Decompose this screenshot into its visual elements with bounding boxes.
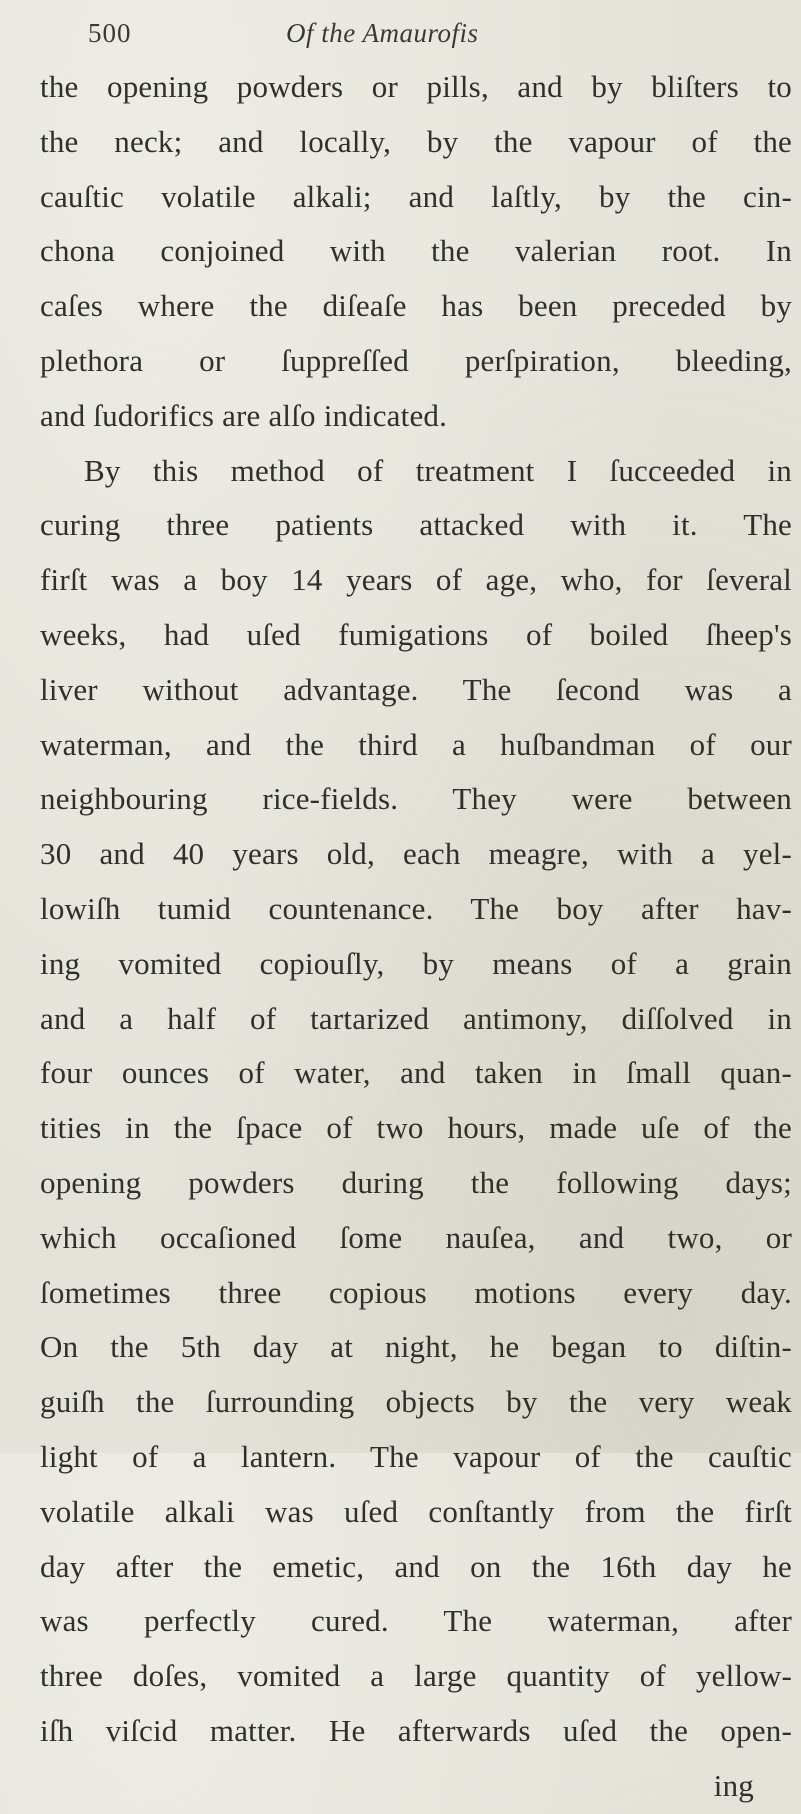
text-line: day after the emetic, and on the 16th day he	[40, 1548, 792, 1584]
text-line: lowiſh tumid countenance. The boy after hav-	[40, 890, 792, 926]
text-line: and a half of tartarized antimony, diſſolved in	[40, 1000, 792, 1036]
text-line: ing vomited copiouſly, by means of a grain	[40, 945, 792, 981]
text-line: ſometimes three copious motions every day.	[40, 1274, 792, 1310]
text-line: the neck; and locally, by the vapour of the	[40, 123, 792, 159]
body-text	[40, 60, 792, 1814]
text-line: and ſudorifics are alſo indicated.	[40, 397, 448, 433]
text-line: iſh viſcid matter. He afterwards uſed the open-	[40, 1712, 792, 1748]
text-line: cauſtic volatile alkali; and laſtly, by the cin-	[40, 178, 792, 214]
text-line: tities in the ſpace of two hours, made uſe of the	[40, 1110, 792, 1146]
text-line: four ounces of water, and taken in ſmall quan-	[40, 1055, 792, 1091]
text-line: liver without advantage. The ſecond was a	[40, 671, 792, 707]
text-line: plethora or ſuppreſſed perſpiration, bleeding,	[40, 342, 792, 378]
text-line: neighbouring rice-fields. They were between	[40, 781, 792, 817]
text-line: which occaſioned ſome nauſea, and two, or	[40, 1219, 792, 1255]
text-line: was perfectly cured. The waterman, after	[40, 1603, 792, 1639]
text-line: weeks, had uſed fumigations of boiled ſheep's	[40, 616, 792, 652]
text-line: chona conjoined with the valerian root. In	[40, 233, 792, 269]
catchword: ing	[713, 1767, 754, 1803]
text-line: waterman, and the third a huſbandman of our	[40, 726, 792, 762]
text-line: opening powders during the following days;	[40, 1164, 792, 1200]
running-title: Of the Amaurofis	[286, 18, 479, 48]
text-line: guiſh the ſurrounding objects by the very weak	[40, 1384, 792, 1420]
text-line: volatile alkali was uſed conſtantly from the firſt	[40, 1493, 792, 1529]
text-line: curing three patients attacked with it. The	[40, 507, 792, 543]
text-line: firſt was a boy 14 years of age, who, for ſeveral	[40, 562, 792, 598]
text-line: three doſes, vomited a large quantity of yellow-	[40, 1658, 792, 1694]
text-line: caſes where the diſeaſe has been preceded by	[40, 288, 792, 324]
page-number: 500	[88, 18, 132, 48]
text-line: 30 and 40 years old, each meagre, with a yel-	[40, 836, 792, 872]
running-head	[88, 14, 761, 54]
text-line: light of a lantern. The vapour of the cauſtic	[40, 1438, 792, 1474]
text-line: On the 5th day at night, he began to diſtin-	[40, 1329, 792, 1365]
text-line: By this method of treatment I ſucceeded in	[84, 452, 792, 488]
text-line: the opening powders or pills, and by bliſters to	[40, 69, 792, 104]
